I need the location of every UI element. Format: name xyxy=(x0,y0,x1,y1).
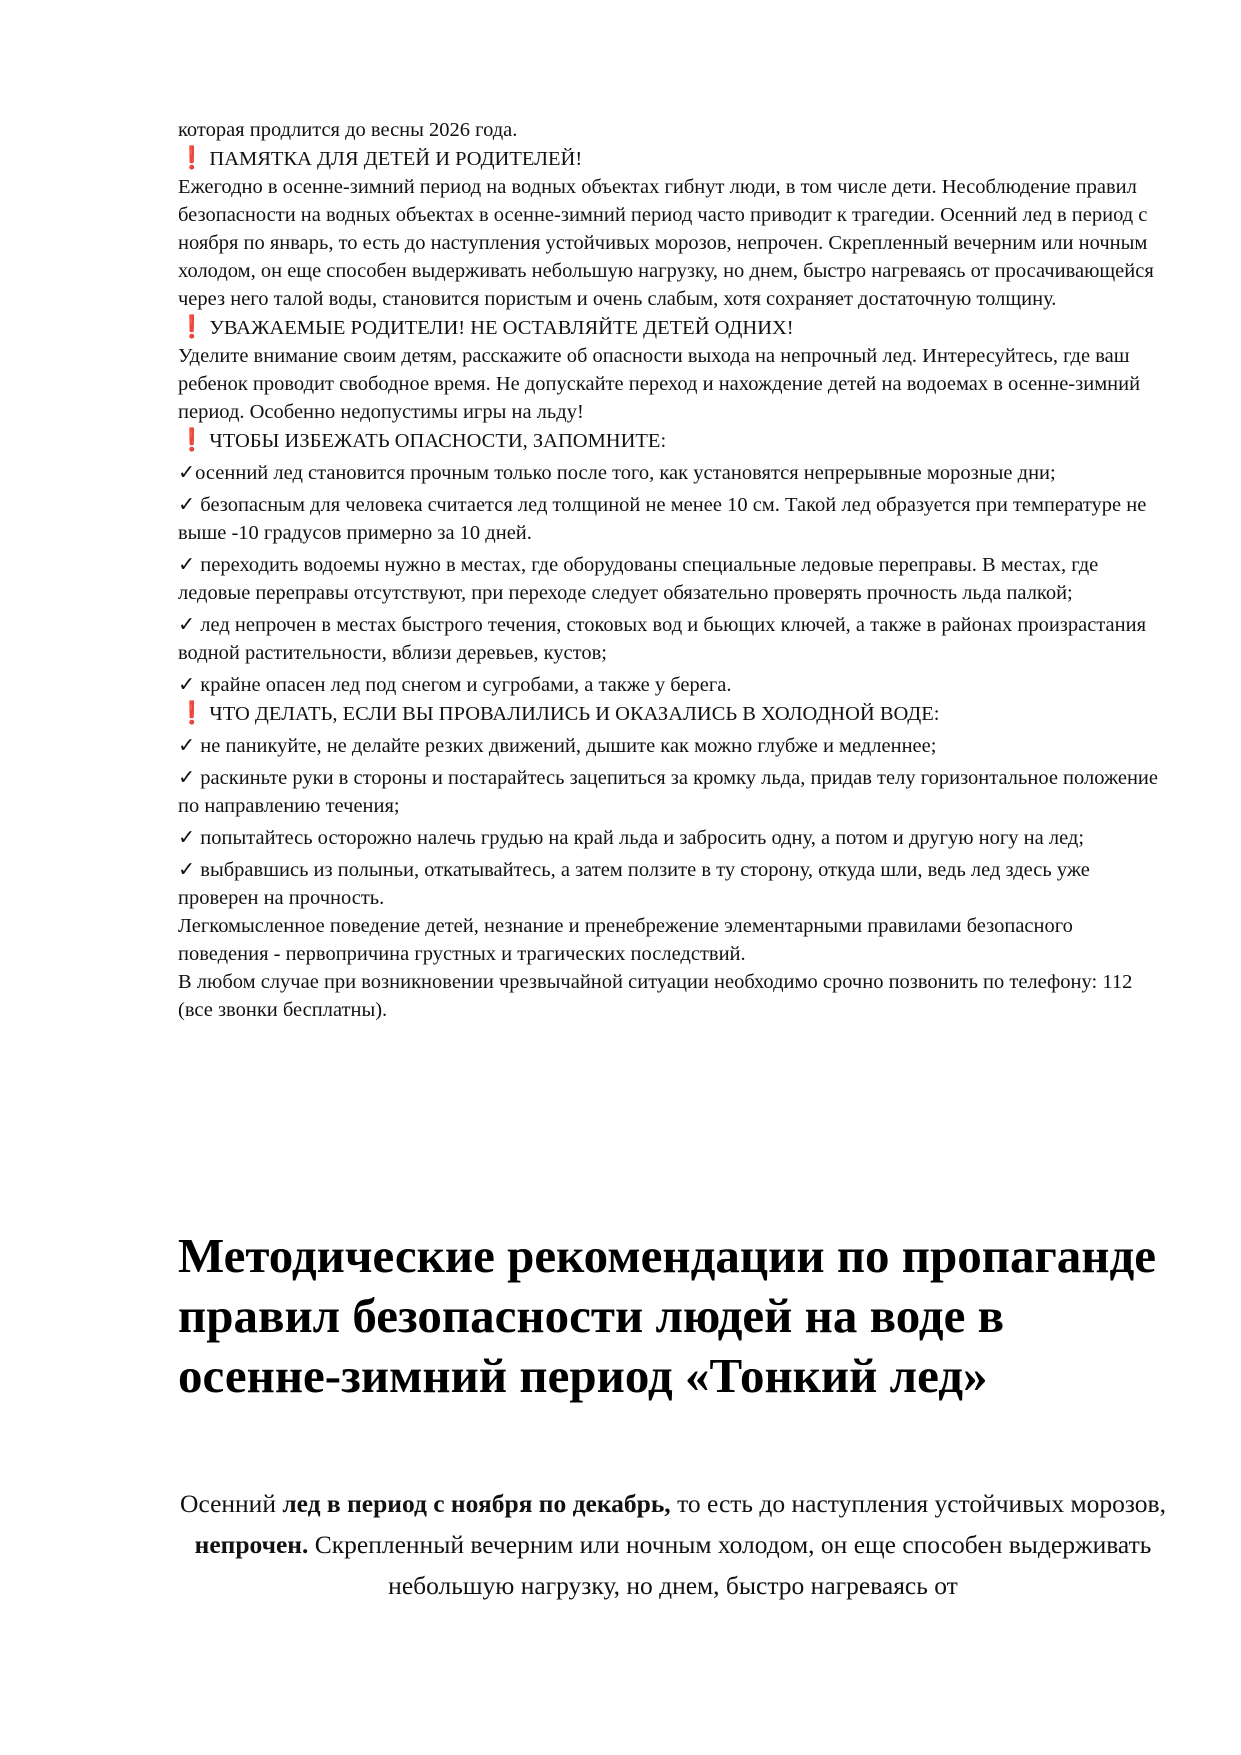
exclamation-icon: ❗ xyxy=(178,427,206,452)
lead-emphasis: непрочен. xyxy=(194,1530,309,1559)
exclamation-icon: ❗ xyxy=(178,700,206,725)
list-item: ✓осенний лед становится прочным только после того, как установятся непрерывные морозные дни; xyxy=(178,462,1056,484)
list-item: ✓ крайне опасен лед под снегом и сугробами, а также у берега. xyxy=(178,674,732,696)
list-item: ✓ лед непрочен в местах быстрого течения, стоковых вод и бьющих ключей, а также в районах произрастания водной растительности, вблизи деревьев, кустов; xyxy=(178,614,1147,664)
section-title-remember xyxy=(178,426,1168,455)
memo-text-block xyxy=(178,116,1168,1024)
section-title-cold-water xyxy=(178,699,1168,728)
exclamation-icon: ❗ xyxy=(178,314,206,339)
exclamation-icon: ❗ xyxy=(178,145,206,170)
section-title-memo xyxy=(178,144,1168,173)
list-item: ✓ переходить водоемы нужно в местах, где оборудованы специальные ледовые переправы. В местах, где ледовые переправы отсутствуют, при переходе следует обязательно проверять прочность льда палкой; xyxy=(178,554,1099,604)
list-item: ✓ безопасным для человека считается лед толщиной не менее 10 см. Такой лед образуется при температуре не выше -10 градусов примерно за 10 дней. xyxy=(178,494,1147,544)
closing-paragraph: Легкомысленное поведение детей, незнание и пренебрежение элементарными правилами безопасного поведения - первопричина грустных и трагических последствий. xyxy=(178,915,1073,965)
list-item: ✓ раскиньте руки в стороны и постарайтесь зацепиться за кромку льда, придав телу горизонтальное положение по направлению течения; xyxy=(178,767,1158,817)
section-body-parents: Уделите внимание своим детям, расскажите об опасности выхода на непрочный лед. Интересуйтесь, где ваш ребенок проводит свободное время. Не допускайте переход и нахождение детей на водоемах в осенне-зимний период. Особенно недопустимы игры на льду! xyxy=(178,345,1141,423)
section-body-memo: Ежегодно в осенне-зимний период на водных объектах гибнут люди, в том числе дети. Несоблюдение правил безопасности на водных объектах в осенне-зимний период часто приводит к трагедии. Осенний лед в период с ноября по январь, то есть до наступления устойчивых морозов, непрочен. Скрепленный вечерним или ночным холодом, он еще способен выдерживать небольшую нагрузку, но днем, быстро нагреваясь от просачивающейся через него талой воды, становится пористым и очень слабым, хотя сохраняет достаточную толщину. xyxy=(178,176,1154,310)
section-title-text: ПАМЯТКА ДЛЯ ДЕТЕЙ И РОДИТЕЛЕЙ! xyxy=(209,148,583,170)
list-item: ✓ не паникуйте, не делайте резких движений, дышите как можно глубже и медленнее; xyxy=(178,735,937,757)
section-title-text: УВАЖАЕМЫЕ РОДИТЕЛИ! НЕ ОСТАВЛЯЙТЕ ДЕТЕЙ ОДНИХ! xyxy=(209,317,794,339)
section-title-text: ЧТО ДЕЛАТЬ, ЕСЛИ ВЫ ПРОВАЛИЛИСЬ И ОКАЗАЛИСЬ В ХОЛОДНОЙ ВОДЕ: xyxy=(209,703,940,725)
emergency-paragraph: В любом случае при возникновении чрезвычайной ситуации необходимо срочно позвонить по телефону: 112 (все звонки бесплатны). xyxy=(178,971,1133,1021)
lead-paragraph xyxy=(178,1483,1168,1606)
lead-text: то есть до наступления устойчивых морозов, xyxy=(670,1489,1166,1518)
section-title-parents xyxy=(178,313,1168,342)
lead-emphasis: лед в период с ноября по декабрь, xyxy=(282,1489,671,1518)
list-item: ✓ попытайтесь осторожно налечь грудью на край льда и забросить одну, а потом и другую ногу на лед; xyxy=(178,827,1085,849)
list-item: ✓ выбравшись из полыньи, откатывайтесь, а затем ползите в ту сторону, откуда шли, ведь лед здесь уже проверен на прочность. xyxy=(178,859,1090,909)
intro-line: которая продлится до весны 2026 года. xyxy=(178,119,518,141)
lead-text: Осенний xyxy=(180,1489,283,1518)
lead-text: Скрепленный вечерним или ночным холодом, он еще способен выдерживать небольшую нагрузку, но днем, быстро нагреваясь от xyxy=(308,1530,1152,1600)
page-title: Методические рекомендации по пропаганде правил безопасности людей на воде в осенне-зимний период «Тонкий лед» xyxy=(178,1228,1157,1403)
section-title-text: ЧТОБЫ ИЗБЕЖАТЬ ОПАСНОСТИ, ЗАПОМНИТЕ: xyxy=(209,430,667,452)
